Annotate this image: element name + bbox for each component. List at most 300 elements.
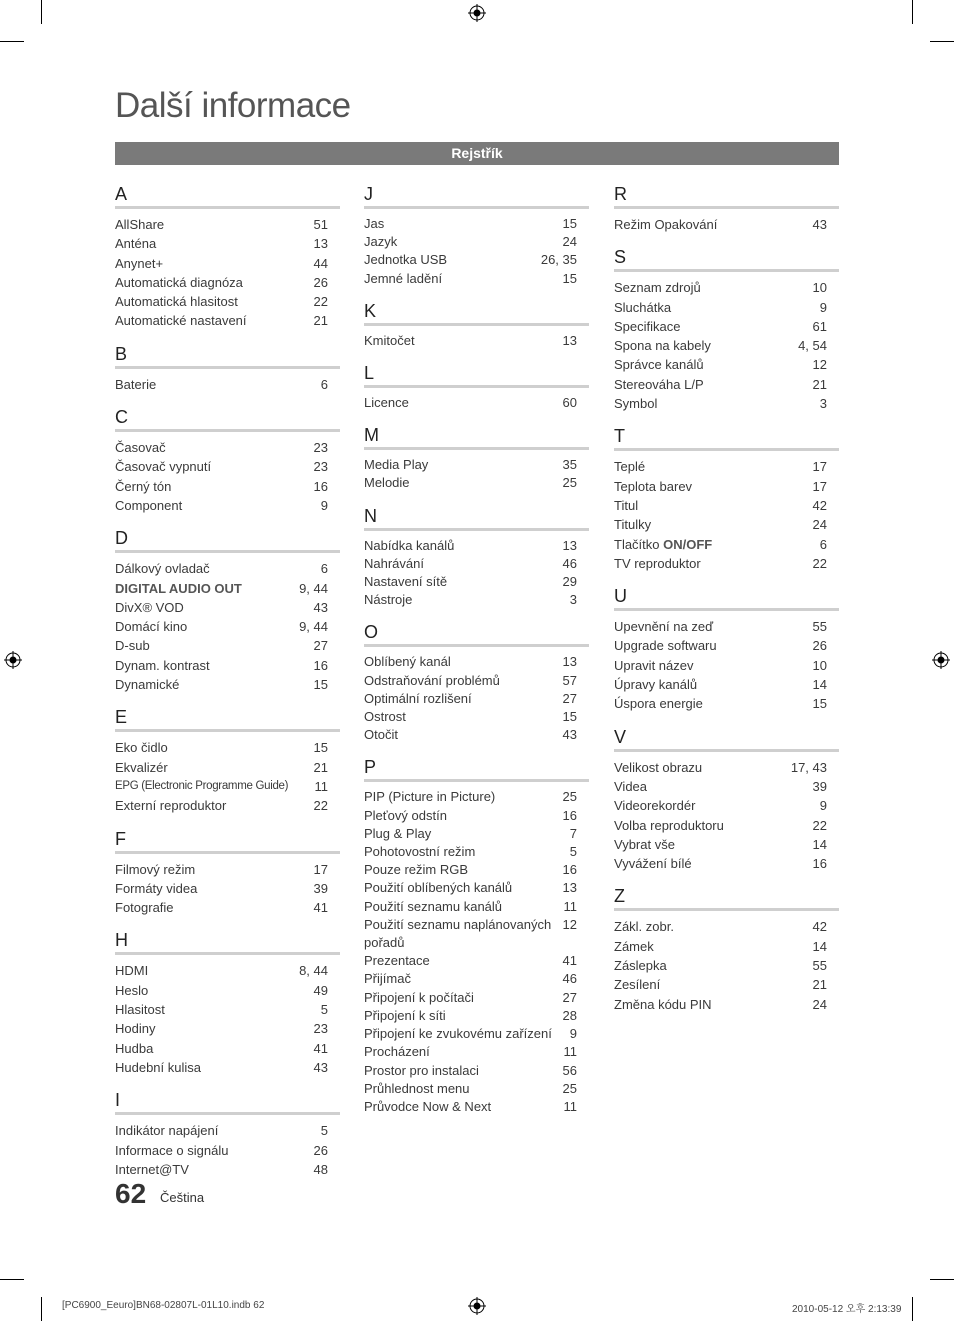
index-term-text: Hudba <box>115 1040 154 1056</box>
index-entry <box>614 777 839 796</box>
index-entry <box>364 952 589 970</box>
index-entry <box>115 1160 340 1179</box>
index-section-j <box>364 183 589 288</box>
index-term <box>115 777 309 796</box>
index-entry <box>614 535 839 554</box>
index-term <box>364 726 557 744</box>
index-term <box>614 975 807 994</box>
index-term-text: Dálkový ovladač <box>115 561 210 577</box>
index-section-b <box>115 343 340 394</box>
index-pages: 7 <box>569 825 577 841</box>
index-term-text: Změna kódu PIN <box>614 996 712 1012</box>
index-pages: 22 <box>812 555 827 571</box>
index-pages: 9 <box>819 299 827 315</box>
print-slug-date: 2010-05-12 오후 2:13:39 <box>792 1304 902 1315</box>
index-entry <box>364 537 589 555</box>
index-term <box>364 233 557 251</box>
index-banner: Rejstřík <box>115 142 839 165</box>
index-term <box>115 311 308 330</box>
index-term <box>614 298 814 317</box>
index-term <box>115 457 308 476</box>
index-term <box>614 336 792 355</box>
index-entry <box>614 554 839 573</box>
index-term-text: TV reproduktor <box>614 555 701 571</box>
index-entry <box>614 278 839 297</box>
index-entry <box>364 591 589 609</box>
index-term <box>364 708 557 726</box>
index-term <box>614 796 814 815</box>
section-letter: P <box>364 756 589 782</box>
index-term <box>614 394 814 413</box>
index-term <box>614 215 807 234</box>
index-term <box>614 515 807 534</box>
index-term <box>115 1058 308 1077</box>
index-term-text: Jemné ladění <box>364 270 443 286</box>
index-term <box>364 970 557 988</box>
index-term-text: D-sub <box>115 638 150 654</box>
index-entry <box>364 233 589 251</box>
index-pages: 26, 35 <box>540 252 577 268</box>
index-term-text: Časovač vypnutí <box>115 459 212 475</box>
index-pages: 41 <box>313 1040 328 1056</box>
index-term <box>364 537 557 555</box>
index-pages: 5 <box>320 1123 328 1139</box>
index-term <box>364 1043 558 1061</box>
index-term-text: HDMI <box>115 963 149 979</box>
index-term-text: Kmitočet <box>364 332 415 348</box>
crop-mark <box>930 41 954 42</box>
index-term <box>614 777 807 796</box>
index-term <box>364 251 535 269</box>
index-pages: 15 <box>313 677 328 693</box>
index-pages: 22 <box>313 294 328 310</box>
index-entry <box>364 1025 589 1043</box>
section-letter: H <box>115 929 340 955</box>
index-term-text: Ekvalizér <box>115 759 168 775</box>
index-pages: 6 <box>320 561 328 577</box>
index-entry <box>364 555 589 573</box>
index-pages: 13 <box>562 537 577 553</box>
index-section-z <box>614 885 839 1013</box>
index-entry <box>115 860 340 879</box>
index-term <box>614 675 807 694</box>
index-pages: 26 <box>812 638 827 654</box>
index-term <box>115 617 293 636</box>
index-term <box>364 474 557 492</box>
index-entry <box>364 1080 589 1098</box>
index-entry <box>364 215 589 233</box>
index-term-text: Seznam zdrojů <box>614 280 701 296</box>
index-term-text: Baterie <box>115 376 157 392</box>
index-pages: 25 <box>562 1080 577 1096</box>
index-term-text: Internet@TV <box>115 1161 189 1177</box>
index-term <box>115 559 315 578</box>
index-entry <box>364 270 589 288</box>
index-term-text: Jazyk <box>364 234 398 250</box>
index-term <box>115 738 308 757</box>
index-term <box>364 555 557 573</box>
section-letter: A <box>115 183 340 209</box>
index-term-text: Titulky <box>614 517 652 533</box>
index-entry <box>115 961 340 980</box>
index-term-text: Použití oblíbených kanálů <box>364 880 513 896</box>
index-term <box>364 270 557 288</box>
index-section-c <box>115 406 340 515</box>
index-term <box>614 317 807 336</box>
index-pages: 23 <box>313 459 328 475</box>
index-entry <box>364 898 589 916</box>
index-term <box>364 1025 564 1043</box>
index-pages: 41 <box>562 953 577 969</box>
index-term-text: Použití seznamu kanálů <box>364 898 503 914</box>
index-pages: 5 <box>320 1002 328 1018</box>
index-term-text: Automatická diagnóza <box>115 274 243 290</box>
index-term-text: Stereováha L/P <box>614 376 704 392</box>
index-column-1 <box>115 183 340 1191</box>
crop-mark <box>0 1279 24 1280</box>
index-pages: 3 <box>819 396 827 412</box>
index-pages: 14 <box>812 938 827 954</box>
index-term <box>115 215 308 234</box>
index-pages: 13 <box>313 236 328 252</box>
index-entry <box>115 675 340 694</box>
index-entry <box>614 636 839 655</box>
index-term <box>364 456 557 474</box>
index-pages: 9 <box>320 497 328 513</box>
index-entry <box>364 251 589 269</box>
index-entry <box>614 656 839 675</box>
index-term <box>115 438 308 457</box>
index-entry <box>364 989 589 1007</box>
index-pages: 48 <box>313 1161 328 1177</box>
index-pages: 23 <box>313 440 328 456</box>
index-term <box>614 554 807 573</box>
index-pages: 43 <box>313 1059 328 1075</box>
index-term-text: Anynet+ <box>115 255 164 271</box>
index-pages: 15 <box>562 216 577 231</box>
index-term-text: Černý tón <box>115 478 172 494</box>
index-entry <box>115 496 340 515</box>
index-entry <box>614 835 839 854</box>
index-term <box>364 394 557 412</box>
index-entry <box>115 375 340 394</box>
index-pages: 22 <box>812 817 827 833</box>
index-entry <box>364 456 589 474</box>
index-entry <box>614 496 839 515</box>
index-term-text: Media Play <box>364 457 429 473</box>
index-entry <box>115 215 340 234</box>
index-term-text: Jednotka USB <box>364 252 448 268</box>
index-section-p <box>364 756 589 1116</box>
index-pages: 16 <box>562 807 577 823</box>
index-term <box>115 496 315 515</box>
index-term-text: Hudební kulisa <box>115 1059 201 1075</box>
index-entry <box>614 355 839 374</box>
index-pages: 24 <box>562 234 577 250</box>
index-term <box>364 1062 557 1080</box>
index-section-k <box>364 300 589 350</box>
index-term-text: Zámek <box>614 938 654 954</box>
index-term <box>614 656 807 675</box>
index-pages: 55 <box>812 619 827 635</box>
index-entry <box>614 854 839 873</box>
section-letter: L <box>364 362 589 388</box>
index-pages: 29 <box>562 574 577 590</box>
index-entry <box>115 438 340 457</box>
index-term <box>364 653 557 671</box>
index-entry <box>614 336 839 355</box>
index-pages: 11 <box>563 1044 577 1060</box>
index-term-text: Dynam. kontrast <box>115 657 210 673</box>
index-term-text: Sluchátka <box>614 299 672 315</box>
index-term <box>115 758 308 777</box>
index-term-text: Domácí kino <box>115 619 188 635</box>
index-term <box>364 1080 557 1098</box>
index-term-text: Teplota barev <box>614 478 693 494</box>
index-section-m <box>364 424 589 492</box>
index-term-text: Nastavení sítě <box>364 574 448 590</box>
index-entry <box>614 317 839 336</box>
index-term-text: Filmový režim <box>115 861 196 877</box>
index-term-text: Připojení k počítači <box>364 989 474 1005</box>
index-term-text: Spona na kabely <box>614 338 711 354</box>
index-term-text: Časovač <box>115 440 166 456</box>
index-term <box>115 636 308 655</box>
index-pages: 13 <box>562 880 577 896</box>
section-letter: N <box>364 505 589 531</box>
index-term-text: Správce kanálů <box>614 357 704 373</box>
index-entry <box>614 477 839 496</box>
index-entry <box>614 215 839 234</box>
index-pages: 11 <box>314 778 328 794</box>
index-term <box>364 332 557 350</box>
print-slug-file: [PC6900_Eeuro]BN68-02807L-01L10.indb 62 <box>62 1300 265 1311</box>
index-column-3 <box>614 183 839 1026</box>
index-pages: 27 <box>313 638 328 654</box>
index-term <box>115 477 308 496</box>
section-letter: S <box>614 246 839 272</box>
index-pages: 24 <box>812 517 827 533</box>
index-term-text: Zesílení <box>614 977 661 993</box>
registration-mark-icon <box>4 651 22 669</box>
index-entry <box>364 474 589 492</box>
index-entry <box>364 1098 589 1116</box>
index-pages: 16 <box>812 856 827 872</box>
index-pages: 15 <box>562 270 577 286</box>
index-term-text: Připojení k síti <box>364 1007 446 1023</box>
index-pages: 24 <box>812 996 827 1012</box>
index-term-text: Titul <box>614 497 639 513</box>
index-entry <box>115 477 340 496</box>
index-entry <box>115 617 340 636</box>
section-letter: B <box>115 343 340 369</box>
index-term-text: Pouze režim RGB <box>364 862 469 878</box>
index-term <box>115 579 293 598</box>
index-term-text: Optimální rozlišení <box>364 690 472 706</box>
index-pages: 28 <box>562 1007 577 1023</box>
index-term <box>115 1141 308 1160</box>
index-term <box>614 355 807 374</box>
index-entry <box>614 758 839 777</box>
index-pages: 6 <box>819 536 827 552</box>
index-term-text: Režim Opakování <box>614 217 718 232</box>
index-entry <box>115 758 340 777</box>
index-entry <box>115 1121 340 1140</box>
index-pages: 41 <box>313 900 328 916</box>
index-term <box>364 1098 558 1116</box>
index-section-f <box>115 828 340 918</box>
index-term-text: Anténa <box>115 236 157 252</box>
index-pages: 8, 44 <box>299 963 328 979</box>
index-pages: 21 <box>313 313 328 329</box>
index-term <box>115 234 308 253</box>
index-pages: 44 <box>313 255 328 271</box>
index-pages: 17 <box>812 459 827 475</box>
index-pages: 61 <box>812 318 827 334</box>
index-section-e <box>115 706 340 815</box>
index-entry <box>364 1043 589 1061</box>
index-term <box>364 690 557 708</box>
index-term-text: Plug & Play <box>364 825 432 841</box>
index-entry <box>115 1141 340 1160</box>
index-pages: 23 <box>313 1021 328 1037</box>
index-pages: 21 <box>812 376 827 392</box>
index-term-text: Ostrost <box>364 709 406 725</box>
index-term <box>614 278 807 297</box>
index-term <box>364 788 557 806</box>
index-term <box>614 535 814 554</box>
index-term <box>364 672 557 690</box>
index-term <box>115 292 308 311</box>
index-entry <box>364 1062 589 1080</box>
index-section-t <box>614 425 839 573</box>
index-term-text: Průhlednost menu <box>364 1080 470 1096</box>
index-term <box>115 796 308 815</box>
index-term <box>614 694 807 713</box>
index-pages: 12 <box>812 357 827 373</box>
index-entry <box>614 995 839 1014</box>
index-term-text: Odstraňování problémů <box>364 672 500 688</box>
index-term-text: DivX® VOD <box>115 599 184 615</box>
index-term-text: Vyvážení bílé <box>614 856 692 872</box>
index-entry <box>364 708 589 726</box>
index-pages: 46 <box>562 971 577 987</box>
index-term <box>614 758 785 777</box>
crop-mark <box>930 1279 954 1280</box>
index-term-text: AllShare <box>115 217 165 232</box>
index-term <box>364 989 557 1007</box>
index-term <box>614 816 807 835</box>
index-term <box>115 273 308 292</box>
index-pages: 13 <box>562 654 577 670</box>
index-pages: 9 <box>569 1026 577 1042</box>
index-pages: 55 <box>812 958 827 974</box>
index-term <box>364 916 557 952</box>
index-term-text: Záslepka <box>614 958 667 974</box>
index-entry <box>115 1039 340 1058</box>
index-term <box>364 952 557 970</box>
index-term-text: Úpravy kanálů <box>614 677 698 693</box>
section-letter: O <box>364 621 589 647</box>
index-pages: 16 <box>313 478 328 494</box>
index-entry <box>115 777 340 796</box>
index-section-r <box>614 183 839 234</box>
index-term-text: Melodie <box>364 475 410 491</box>
index-term-text: Symbol <box>614 396 658 412</box>
index-term <box>614 835 807 854</box>
index-term-text: Automatická hlasitost <box>115 294 238 310</box>
index-term-text: Volba reproduktoru <box>614 817 724 833</box>
section-letter: C <box>115 406 340 432</box>
index-entry <box>115 898 340 917</box>
index-entry <box>614 457 839 476</box>
index-section-h <box>115 929 340 1077</box>
index-term-text: Eko čidlo <box>115 740 168 756</box>
index-pages: 35 <box>562 457 577 473</box>
index-pages: 3 <box>569 592 577 608</box>
index-entry <box>364 861 589 879</box>
index-entry <box>614 298 839 317</box>
index-term-text: Tlačítko <box>614 536 664 552</box>
index-pages: 15 <box>562 709 577 725</box>
index-term <box>115 1039 308 1058</box>
index-pages: 49 <box>313 982 328 998</box>
index-term <box>614 375 807 394</box>
index-pages: 9 <box>819 798 827 814</box>
section-letter: E <box>115 706 340 732</box>
section-letter: J <box>364 183 589 209</box>
index-term-text: Otočit <box>364 727 398 743</box>
index-entry <box>115 636 340 655</box>
index-term-text: PIP (Picture in Picture) <box>364 789 496 805</box>
index-section-v <box>614 726 839 874</box>
index-entry <box>364 1007 589 1025</box>
index-column-2 <box>364 183 589 1128</box>
index-term-bold: ON/OFF <box>663 536 713 552</box>
index-pages: 42 <box>812 919 827 935</box>
index-section-d <box>115 527 340 694</box>
index-entry <box>614 975 839 994</box>
index-section-u <box>614 585 839 713</box>
index-entry <box>614 394 839 413</box>
index-term-text: DIGITAL AUDIO OUT <box>115 580 242 596</box>
index-pages: 57 <box>562 672 577 688</box>
index-term-text: Automatické nastavení <box>115 313 247 329</box>
index-term-text: Nahrávání <box>364 555 424 571</box>
crop-mark <box>41 1297 42 1321</box>
index-section-a <box>115 183 340 331</box>
index-entry <box>364 970 589 988</box>
index-entry <box>364 879 589 897</box>
index-pages: 17 <box>313 861 328 877</box>
index-pages: 13 <box>562 332 577 348</box>
index-entry <box>614 694 839 713</box>
index-term-text: Pleťový odstín <box>364 807 447 823</box>
index-section-i <box>115 1089 340 1179</box>
index-entry <box>115 879 340 898</box>
language-label: Čeština <box>160 1190 205 1205</box>
index-pages: 60 <box>562 395 577 411</box>
index-entry <box>115 579 340 598</box>
index-entry <box>364 332 589 350</box>
index-pages: 21 <box>812 977 827 993</box>
section-letter: D <box>115 527 340 553</box>
index-pages: 4, 54 <box>798 338 827 354</box>
index-pages: 16 <box>562 862 577 878</box>
index-term-text: Teplé <box>614 459 646 475</box>
index-entry <box>614 515 839 534</box>
index-term <box>364 807 557 825</box>
